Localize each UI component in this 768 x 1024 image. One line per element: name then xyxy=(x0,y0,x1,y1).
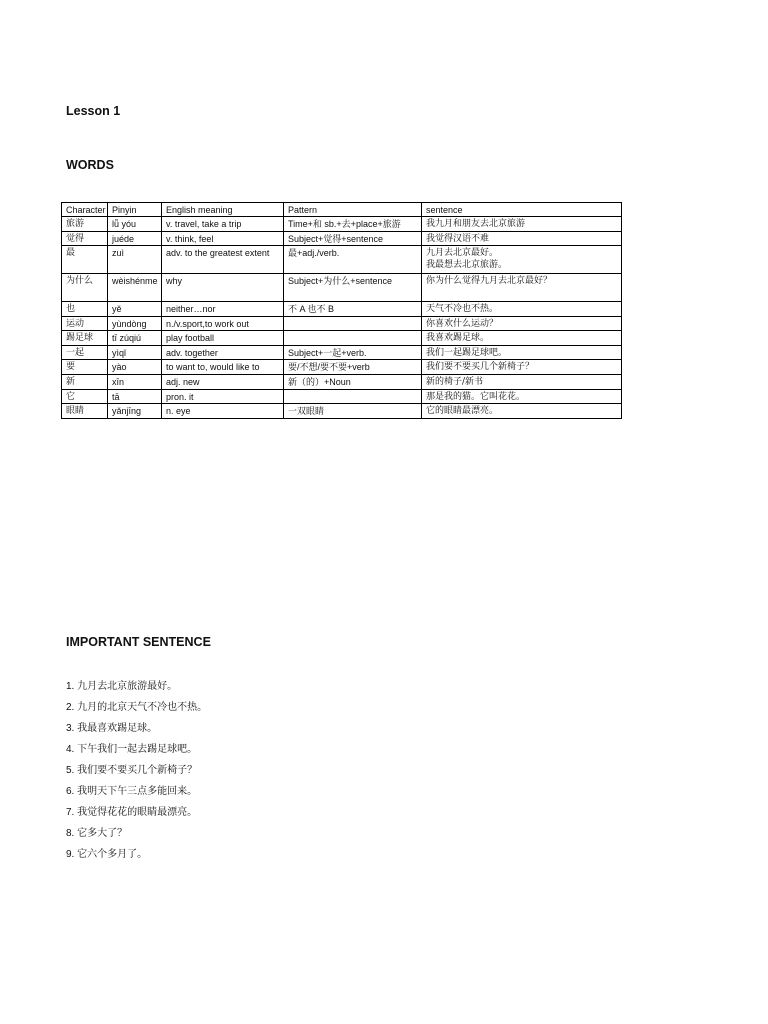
cell-pinyin: yǎnjīng xyxy=(108,404,162,419)
sentence-text: 它六个多月了。 xyxy=(77,849,148,860)
cell-character: 旅游 xyxy=(62,217,108,232)
header-character: Character xyxy=(62,203,108,217)
cell-sentence: 我们一起踢足球吧。 xyxy=(422,346,622,360)
cell-pinyin: yào xyxy=(108,360,162,375)
sentence-text: 下午我们一起去踢足球吧。 xyxy=(77,744,198,755)
cell-pinyin: wèishénme xyxy=(108,274,162,302)
table-row xyxy=(62,346,622,360)
table-row xyxy=(62,232,622,246)
table-row xyxy=(62,390,622,404)
sentence-number: 2. xyxy=(66,702,75,713)
table-row xyxy=(62,246,622,274)
header-pinyin: Pinyin xyxy=(108,203,162,217)
sentence-item xyxy=(66,697,207,718)
cell-character: 它 xyxy=(62,390,108,404)
sentence-text: 九月去北京旅游最好。 xyxy=(77,681,178,692)
cell-pattern: 最+adj./verb. xyxy=(284,246,422,274)
cell-english-meaning: to want to, would like to xyxy=(162,360,284,375)
cell-character: 运动 xyxy=(62,317,108,331)
cell-english-meaning: pron. it xyxy=(162,390,284,404)
sentence-text: 我们要不要买几个新椅子？ xyxy=(77,765,198,776)
cell-pinyin: yùndòng xyxy=(108,317,162,331)
cell-english-meaning: v. travel, take a trip xyxy=(162,217,284,232)
cell-sentence: 那是我的猫。它叫花花。 xyxy=(422,390,622,404)
cell-pinyin: lǚ yóu xyxy=(108,217,162,232)
cell-pattern xyxy=(284,317,422,331)
cell-pattern: 新（的）+Noun xyxy=(284,375,422,390)
cell-sentence: 我觉得汉语不难 xyxy=(422,232,622,246)
cell-english-meaning: adj. new xyxy=(162,375,284,390)
sentence-number: 7. xyxy=(66,807,75,818)
sentence-text: 我最喜欢踢足球。 xyxy=(77,723,158,734)
cell-sentence: 天气不冷也不热。 xyxy=(422,302,622,317)
table-row xyxy=(62,317,622,331)
cell-pinyin: yìqǐ xyxy=(108,346,162,360)
table-header-row xyxy=(62,203,622,217)
table-row xyxy=(62,375,622,390)
cell-character: 一起 xyxy=(62,346,108,360)
sentence-number: 3. xyxy=(66,723,75,734)
cell-pinyin: tā xyxy=(108,390,162,404)
table-row xyxy=(62,360,622,375)
cell-character: 踢足球 xyxy=(62,331,108,346)
cell-pinyin: zuì xyxy=(108,246,162,274)
header-sentence: sentence xyxy=(422,203,622,217)
sentence-text: 我觉得花花的眼睛最漂亮。 xyxy=(77,807,198,818)
cell-pattern: Time+和 sb.+去+place+旅游 xyxy=(284,217,422,232)
cell-english-meaning: why xyxy=(162,274,284,302)
cell-pinyin: juéde xyxy=(108,232,162,246)
cell-character: 也 xyxy=(62,302,108,317)
header-english-meaning: English meaning xyxy=(162,203,284,217)
cell-sentence: 我喜欢踢足球。 xyxy=(422,331,622,346)
important-sentence-list xyxy=(66,676,207,865)
cell-english-meaning: adv. to the greatest extent xyxy=(162,246,284,274)
cell-character: 眼睛 xyxy=(62,404,108,419)
cell-english-meaning: v. think, feel xyxy=(162,232,284,246)
sentence-item xyxy=(66,760,207,781)
vocabulary-table-body xyxy=(62,217,622,419)
sentence-number: 9. xyxy=(66,849,75,860)
table-row xyxy=(62,274,622,302)
sentence-number: 4. xyxy=(66,744,75,755)
words-heading: WORDS xyxy=(66,158,114,172)
cell-english-meaning: n. eye xyxy=(162,404,284,419)
cell-character: 新 xyxy=(62,375,108,390)
cell-sentence: 九月去北京最好。 我最想去北京旅游。 xyxy=(422,246,622,274)
cell-pinyin: tī zúqiú xyxy=(108,331,162,346)
cell-pinyin: xīn xyxy=(108,375,162,390)
cell-pattern xyxy=(284,331,422,346)
sentence-number: 5. xyxy=(66,765,75,776)
sentence-text: 它多大了？ xyxy=(77,828,128,839)
sentence-number: 6. xyxy=(66,786,75,797)
sentence-item xyxy=(66,781,207,802)
header-pattern: Pattern xyxy=(284,203,422,217)
sentence-item xyxy=(66,802,207,823)
cell-character: 为什么 xyxy=(62,274,108,302)
cell-pattern: 不 A 也不 B xyxy=(284,302,422,317)
sentence-number: 8. xyxy=(66,828,75,839)
table-row xyxy=(62,404,622,419)
important-sentence-heading: IMPORTANT SENTENCE xyxy=(66,635,211,649)
lesson-title: Lesson 1 xyxy=(66,104,121,118)
sentence-text: 九月的北京天气不冷也不热。 xyxy=(77,702,208,713)
cell-character: 最 xyxy=(62,246,108,274)
cell-character: 觉得 xyxy=(62,232,108,246)
sentence-item xyxy=(66,823,207,844)
cell-pattern: 要/不想/要不要+verb xyxy=(284,360,422,375)
sentence-item xyxy=(66,676,207,697)
cell-sentence: 你为什么觉得九月去北京最好？ xyxy=(422,274,622,302)
cell-pattern: Subject+觉得+sentence xyxy=(284,232,422,246)
cell-character: 要 xyxy=(62,360,108,375)
table-row xyxy=(62,302,622,317)
cell-pinyin: yě xyxy=(108,302,162,317)
cell-pattern xyxy=(284,390,422,404)
table-row xyxy=(62,331,622,346)
cell-english-meaning: adv. together xyxy=(162,346,284,360)
cell-sentence: 新的椅子/新书 xyxy=(422,375,622,390)
sentence-item xyxy=(66,718,207,739)
sentence-text: 我明天下午三点多能回来。 xyxy=(77,786,198,797)
sentence-item xyxy=(66,739,207,760)
cell-english-meaning: n./v.sport,to work out xyxy=(162,317,284,331)
vocabulary-table xyxy=(61,202,622,419)
cell-pattern: Subject+为什么+sentence xyxy=(284,274,422,302)
table-row xyxy=(62,217,622,232)
cell-sentence: 它的眼睛最漂亮。 xyxy=(422,404,622,419)
cell-sentence: 我九月和朋友去北京旅游 xyxy=(422,217,622,232)
sentence-number: 1. xyxy=(66,681,75,692)
sentence-item xyxy=(66,844,207,865)
cell-pattern: Subject+一起+verb. xyxy=(284,346,422,360)
cell-english-meaning: play football xyxy=(162,331,284,346)
cell-sentence: 你喜欢什么运动？ xyxy=(422,317,622,331)
cell-pattern: 一双眼睛 xyxy=(284,404,422,419)
cell-english-meaning: neither…nor xyxy=(162,302,284,317)
cell-sentence: 我们要不要买几个新椅子？ xyxy=(422,360,622,375)
